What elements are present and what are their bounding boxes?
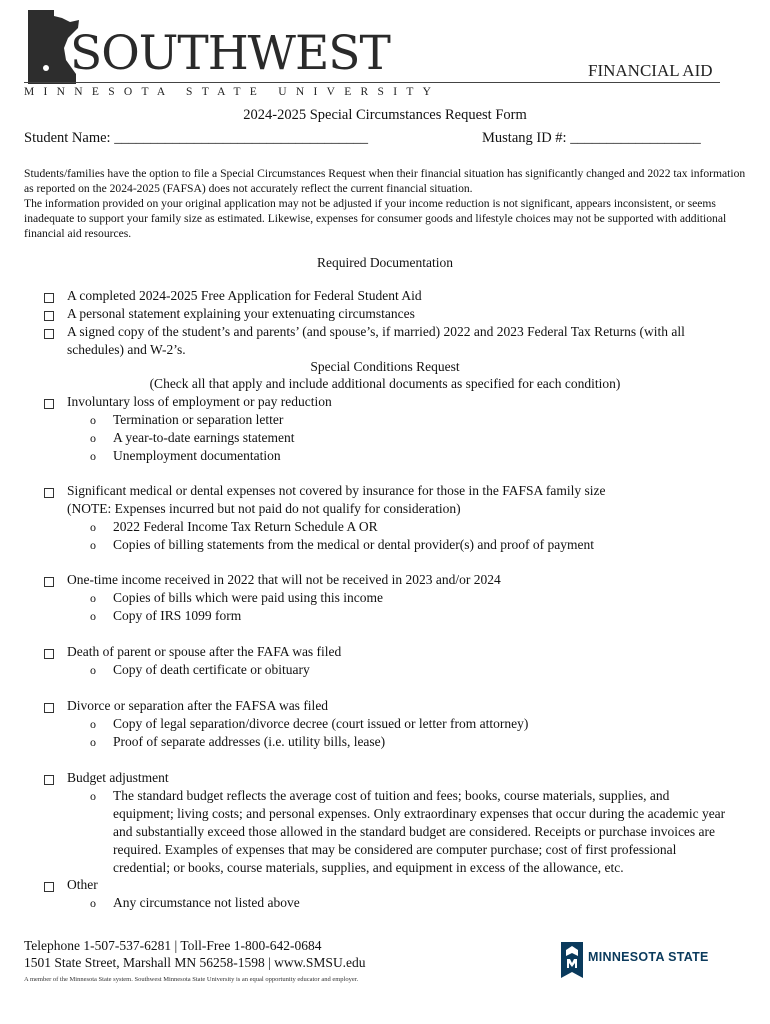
condition-doc: 2022 Federal Income Tax Return Schedule A OR <box>113 519 378 534</box>
bullet: o <box>90 538 96 552</box>
checkbox[interactable] <box>44 329 54 339</box>
checkbox[interactable] <box>44 311 54 321</box>
form-title: 2024-2025 Special Circumstances Request Form <box>243 107 527 123</box>
condition-doc: Proof of separate addresses (i.e. utility bills, lease) <box>113 734 386 749</box>
condition-label: One-time income received in 2022 that will not be received in 2023 and/or 2024 <box>67 572 501 587</box>
bullet: o <box>90 663 96 677</box>
checkbox-one-time-income[interactable] <box>44 577 54 587</box>
footer-phone: Telephone 1-507-537-6281 | Toll-Free 1-800-642-0684 <box>24 938 322 953</box>
minnesota-state-logo-icon <box>561 942 583 978</box>
condition-doc: Unemployment documentation <box>113 448 281 463</box>
condition-doc: A year-to-date earnings statement <box>113 430 295 445</box>
bullet: o <box>90 717 96 731</box>
conditions-subheading: (Check all that apply and include additional documents as specified for each condition) <box>149 376 621 391</box>
checkbox-divorce[interactable] <box>44 703 54 713</box>
condition-label: Death of parent or spouse after the FAFA was filed <box>67 644 342 659</box>
bullet: o <box>90 609 96 623</box>
department-title: FINANCIAL AID <box>588 61 713 80</box>
checkbox-budget[interactable] <box>44 775 54 785</box>
condition-doc: Copy of legal separation/divorce decree (court issued or letter from attorney) <box>113 716 529 731</box>
footer-address: 1501 State Street, Marshall MN 56258-1598 | www.SMSU.edu <box>24 955 366 970</box>
condition-doc: Copy of death certificate or obituary <box>113 662 310 677</box>
required-item: A completed 2024-2025 Free Application for Federal Student Aid <box>67 288 422 303</box>
budget-text-line: equipment; living costs; and personal expenses. Only extraordinary expenses that occur during the academic year <box>113 806 726 821</box>
logo-subtitle: MINNESOTA STATE UNIVERSITY <box>24 86 441 98</box>
bullet: o <box>90 896 96 910</box>
budget-text-line: The standard budget reflects the average cost of tuition and fees; books, course materials, supplies, and <box>113 788 670 803</box>
footer-disclaimer: A member of the Minnesota State system. Southwest Minnesota State University is an equal opportunity educator and employer. <box>24 976 359 983</box>
logo-wordmark: SOUTHWEST <box>70 26 390 81</box>
condition-doc: Copy of IRS 1099 form <box>113 608 242 623</box>
condition-label: Involuntary loss of employment or pay reduction <box>67 394 332 409</box>
bullet: o <box>90 520 96 534</box>
conditions-heading: Special Conditions Request <box>310 359 460 374</box>
checkbox-other[interactable] <box>44 882 54 892</box>
intro-paragraph-1: Students/families have the option to file a Special Circumstances Request when their financial situation has significantly changed and 2022 tax information as reported on the 2024-2025 (FAFSA) does not accurately reflect the current financial situation. <box>24 167 746 195</box>
condition-note: (NOTE: Expenses incurred but not paid do not qualify for consideration) <box>67 501 461 516</box>
required-item: A signed copy of the student’s and parents’ (and spouse’s, if married) 2022 and 2023 Federal Tax Returns (with all <box>67 324 685 339</box>
bullet: o <box>90 431 96 445</box>
checkbox[interactable] <box>44 293 54 303</box>
bullet: o <box>90 449 96 463</box>
condition-doc: Termination or separation letter <box>113 412 284 427</box>
condition-doc: Any circumstance not listed above <box>113 895 300 910</box>
minnesota-state-logo-text: MINNESOTA STATE <box>588 950 709 964</box>
condition-label: Other <box>67 877 98 892</box>
condition-doc: Copies of billing statements from the medical or dental provider(s) and proof of payment <box>113 537 594 552</box>
intro-paragraph-2: The information provided on your original application may not be adjusted if your income reduction is not significant, appears inconsistent, or seems inadequate to support your family size as estimated. Likewise, expenses for consumer goods and lifestyle choices may not be supported with additional financial aid resources. <box>24 197 727 240</box>
student-name-field[interactable]: Student Name: ___________________________________ <box>24 130 368 146</box>
required-item: A personal statement explaining your extenuating circumstances <box>67 306 415 321</box>
bullet: o <box>90 735 96 749</box>
condition-doc: Copies of bills which were paid using this income <box>113 590 383 605</box>
condition-label: Significant medical or dental expenses not covered by insurance for those in the FAFSA family size <box>67 483 606 498</box>
bullet: o <box>90 591 96 605</box>
budget-text-line: credential; or books, course materials, supplies, and equipment in excess of the allowance, etc. <box>113 860 624 875</box>
checkbox-employment-loss[interactable] <box>44 399 54 409</box>
condition-label: Divorce or separation after the FAFSA was filed <box>67 698 329 713</box>
bullet: o <box>90 413 96 427</box>
bullet: o <box>90 789 96 803</box>
budget-text-line: required. Examples of expenses that may be considered are computer purchase; cost of first professional <box>113 842 677 857</box>
required-heading: Required Documentation <box>316 255 454 270</box>
required-item-cont: schedules) and W-2’s. <box>67 342 186 357</box>
mustang-id-field[interactable]: Mustang ID #: __________________ <box>482 130 701 146</box>
header-rule <box>24 82 720 83</box>
budget-text-line: and substantially exceed those allowed in the standard budget are considered. Receipts or purchase invoices are <box>113 824 716 839</box>
checkbox-death[interactable] <box>44 649 54 659</box>
checkbox-medical[interactable] <box>44 488 54 498</box>
condition-label: Budget adjustment <box>67 770 169 785</box>
